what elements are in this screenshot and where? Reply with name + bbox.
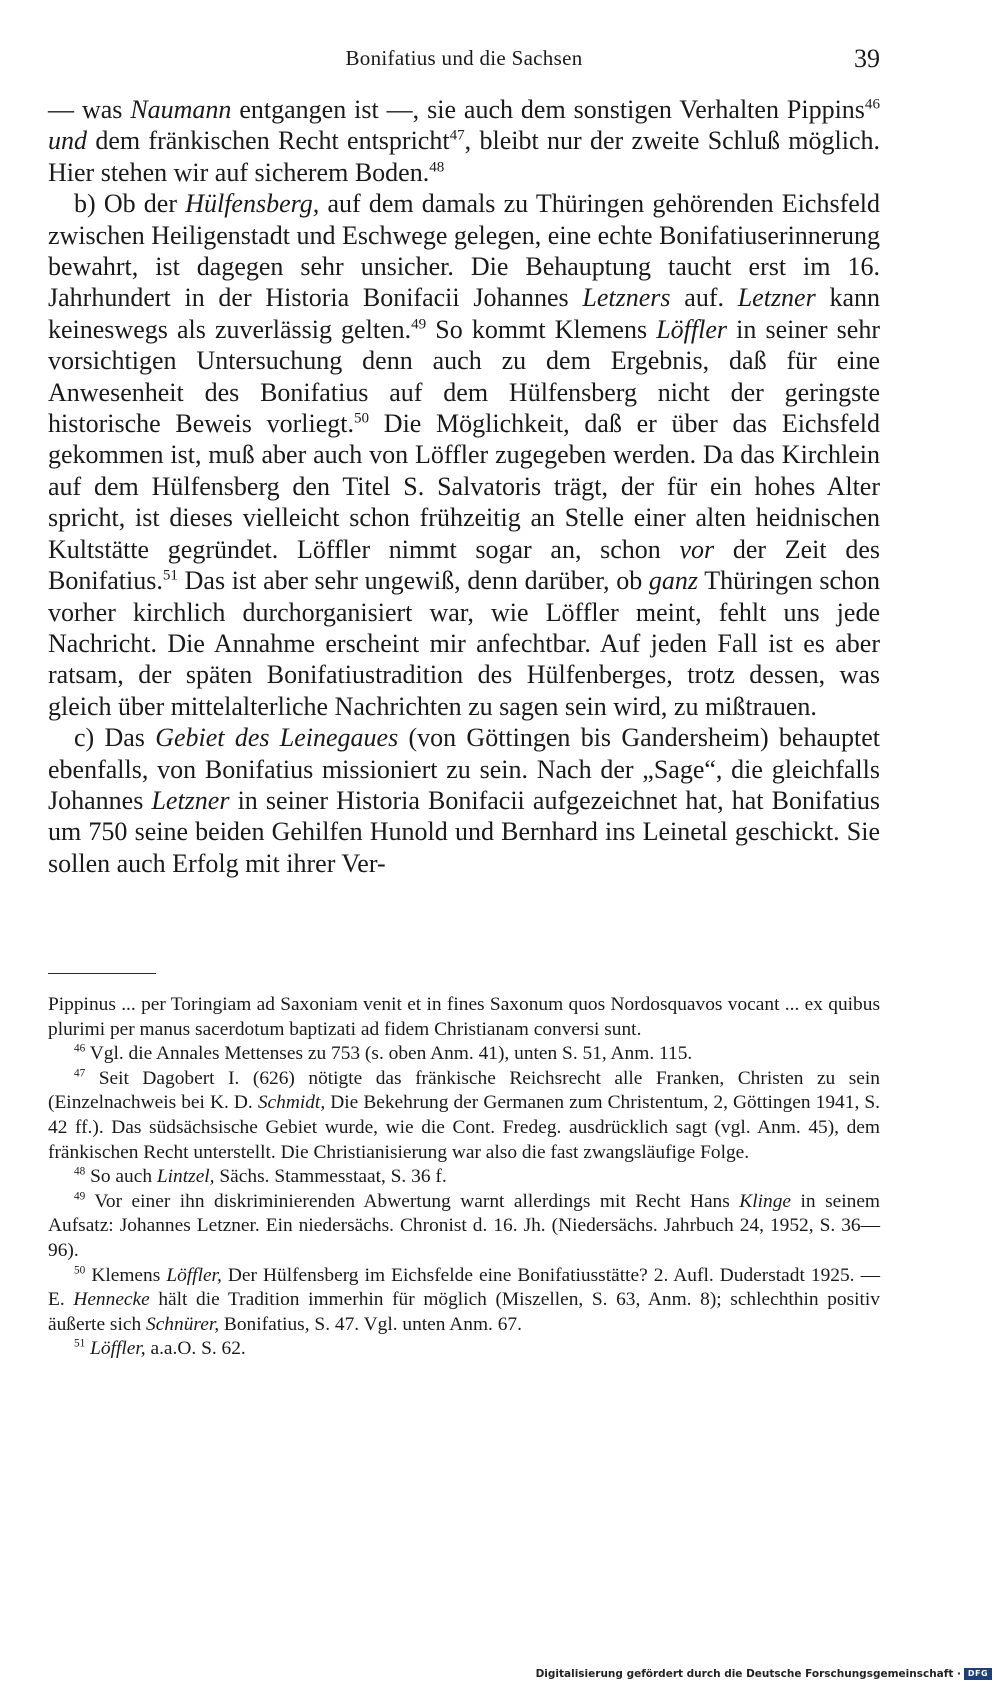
- text-run: b) Ob der: [74, 189, 186, 219]
- author-name: Naumann: [130, 95, 232, 124]
- emphasis: und: [48, 126, 87, 156]
- footnote-separator: [48, 973, 156, 974]
- author-name: Letzners: [582, 283, 671, 313]
- text-run: in seiner Historia Bonifacii aufgezeichnet hat, hat Bonifatius um 750 seine beiden Gehilfen Hunold und Bernhard ins Leinetal geschickt. Sie sollen auch Erfolg mit ihrer Ver-: [48, 785, 880, 878]
- author-name: Löffler,: [90, 1338, 146, 1360]
- text-run: (von Göttingen bis Gandersheim) behauptet ebenfalls, von Bonifatius missioniert zu sein. Nach der „Sage“, die gleichfalls Johannes: [48, 723, 880, 815]
- footnote-text: in seinem Aufsatz: Johannes Letzner. Ein niedersächs. Chronist d. 16. Jh. (Niedersächs. Jahrbuch 24, 1952, S. 36—96).: [48, 1190, 881, 1261]
- footnote-51: [48, 1337, 880, 1362]
- footnote-number: 51: [74, 1337, 86, 1350]
- footnote-text: hält die Tradition immerhin für möglich (Miszellen, S. 63, Anm. 8); schlechthin positiv äußerte sich: [48, 1289, 880, 1335]
- author-name: Schmidt,: [257, 1092, 326, 1114]
- author-name: Schnürer,: [146, 1313, 220, 1335]
- footnote-number: 50: [74, 1264, 86, 1277]
- footnote-49: [48, 1190, 880, 1264]
- credit-text: Digitalisierung gefördert durch die Deutsche Forschungsgemeinschaft ·: [535, 1668, 961, 1680]
- footnote-ref-46: 46: [864, 96, 880, 113]
- text-run: Thüringen schon vorher kirchlich durchorganisiert war, wie Löffler meint, fehlt uns jede Nachricht. Die Annahme erscheint mir anfechtbar. Auf jeden Fall ist es aber ratsam, der späten Bonifatiustradition des Hülfenberges, trotz dessen, was gleich über mittelalterliche Nachrichten zu sagen sein wird, zu mißtrauen.: [48, 566, 880, 721]
- footnote-48: [48, 1165, 880, 1190]
- text-run: — was: [48, 95, 131, 124]
- digitization-credit: [536, 1666, 992, 1682]
- text-run: c) Das: [74, 723, 156, 753]
- footnote-text: Sächs. Stammesstaat, S. 36 f.: [214, 1166, 447, 1188]
- footnote-text: Vgl. die Annales Mettenses zu 753 (s. oben Anm. 41), unten S. 51, Anm. 115.: [85, 1043, 693, 1065]
- text-run: auf dem damals zu Thüringen gehörenden Eichsfeld zwischen Heiligenstadt und Eschwege gelegen, eine echte Bonifatiuserinnerung bewahrt, ist dagegen sehr unsicher. Die Behauptung taucht erst im 16. Jahrhundert in der Historia Bonifacii Johannes: [48, 189, 880, 313]
- footnote-ref-48: 48: [429, 159, 445, 176]
- footnote-text: Klemens: [85, 1264, 167, 1286]
- text-run: der Zeit des Bonifatius.: [48, 534, 880, 596]
- running-header: [48, 46, 880, 78]
- footnote-number: 48: [74, 1165, 86, 1178]
- footnote-text: a.a.O. S. 62.: [145, 1338, 246, 1360]
- main-text: [48, 94, 880, 879]
- text-run: in seiner sehr vorsichtigen Untersuchung denn auch zu dem Ergebnis, daß für eine Anwesenheit des Bonifatius auf dem Hülfensberg nicht der geringste historische Beweis vorliegt.: [48, 314, 880, 439]
- footnote-text: Die Bekehrung der Germanen zum Christentum, 2, Göttingen 1941, S. 42 ff.). Das südsächsische Gebiet wurde, wie die Cont. Fredeg. ausdrücklich sagt (vgl. Anm. 45), dem fränkischen Recht unterstellt. Die Christianisierung war also die fast zwangsläufige Folge.: [48, 1092, 880, 1163]
- text-run: Die Möglichkeit, daß er über das Eichsfeld gekommen ist, muß aber auch von Löffler zugegeben werden. Da das Kirchlein auf dem Hülfensberg den Titel S. Salvatoris trägt, der für ein hohes Alter spricht, ist dieses vielleicht schon frühzeitig an Stelle einer alten heidnischen Kultstätte gegründet. Löffler nimmt sogar an, schon: [48, 409, 880, 564]
- place-name: Gebiet des Leinegaues: [155, 723, 399, 753]
- author-name: Hennecke: [73, 1289, 150, 1311]
- text-run: So kommt Klemens: [426, 314, 657, 344]
- paragraph-c-leinegau: [48, 722, 880, 879]
- author-name: Löffler: [656, 314, 728, 344]
- footnote-number: 46: [74, 1042, 86, 1055]
- footnote-50: [48, 1264, 880, 1338]
- footnote-ref-51: 51: [162, 567, 178, 584]
- author-name: Letzner: [151, 785, 230, 815]
- emphasis: vor: [679, 534, 715, 564]
- author-name: Löffler,: [166, 1264, 222, 1286]
- paragraph-b-huelfensberg: [48, 188, 880, 722]
- dfg-logo-icon: DFG: [964, 1668, 992, 1680]
- running-title: Bonifatius und die Sachsen: [345, 46, 583, 70]
- text-run: kann keineswegs als zuverlässig gelten.: [48, 283, 880, 344]
- footnote-text: Der Hülfensberg im Eichsfelde eine Bonifatiusstätte? 2. Aufl. Duderstadt 1925. — E.: [48, 1264, 880, 1311]
- text-run: , bleibt nur der zweite Schluß möglich. Hier stehen wir auf sicherem Boden.: [48, 126, 880, 187]
- emphasis: ganz: [648, 566, 699, 596]
- footnote-text: Seit Dagobert I. (626) nötigte das fränkische Reichsrecht alle Franken, Christen zu sein (Einzelnachweis bei K. D.: [48, 1067, 880, 1114]
- footnote-text: Bonifatius, S. 47. Vgl. unten Anm. 67.: [219, 1313, 522, 1335]
- footnotes: [48, 993, 880, 1362]
- text-run: Das ist aber sehr ungewiß, denn darüber, ob: [177, 566, 649, 596]
- text-run: auf.: [670, 283, 738, 313]
- footnote-ref-47: 47: [449, 127, 465, 144]
- footnote-text: So auch: [85, 1166, 157, 1188]
- footnote-text: Vor einer ihn diskriminierenden Abwertung warnt allerdings mit Recht Hans: [85, 1190, 740, 1212]
- footnote-ref-50: 50: [354, 410, 370, 427]
- text-run: entgangen ist —, sie auch dem sonstigen Verhalten Pippins: [231, 95, 865, 124]
- author-name: Klinge: [739, 1190, 792, 1212]
- place-name: Hülfensberg,: [185, 189, 320, 219]
- text-run: dem fränkischen Recht entspricht: [87, 126, 450, 156]
- paragraph-a-conclusion: [48, 94, 880, 188]
- author-name: Lintzel,: [156, 1166, 215, 1188]
- footnote-number: 49: [74, 1190, 86, 1203]
- footnote-ref-49: 49: [411, 316, 427, 333]
- footnote-number: 47: [74, 1067, 86, 1080]
- page-number: 39: [854, 44, 880, 73]
- footnote-47: [48, 1067, 880, 1165]
- footnote-continuation: Pippinus ... per Toringiam ad Saxoniam venit et in fines Saxonum quos Nordosquavos vocant ... ex quibus plurimi per manus sacerdotum baptizati ad fidem Christianam conversi sunt.: [48, 994, 880, 1040]
- author-name: Letzner: [737, 283, 816, 313]
- footnote-46: [48, 1042, 880, 1067]
